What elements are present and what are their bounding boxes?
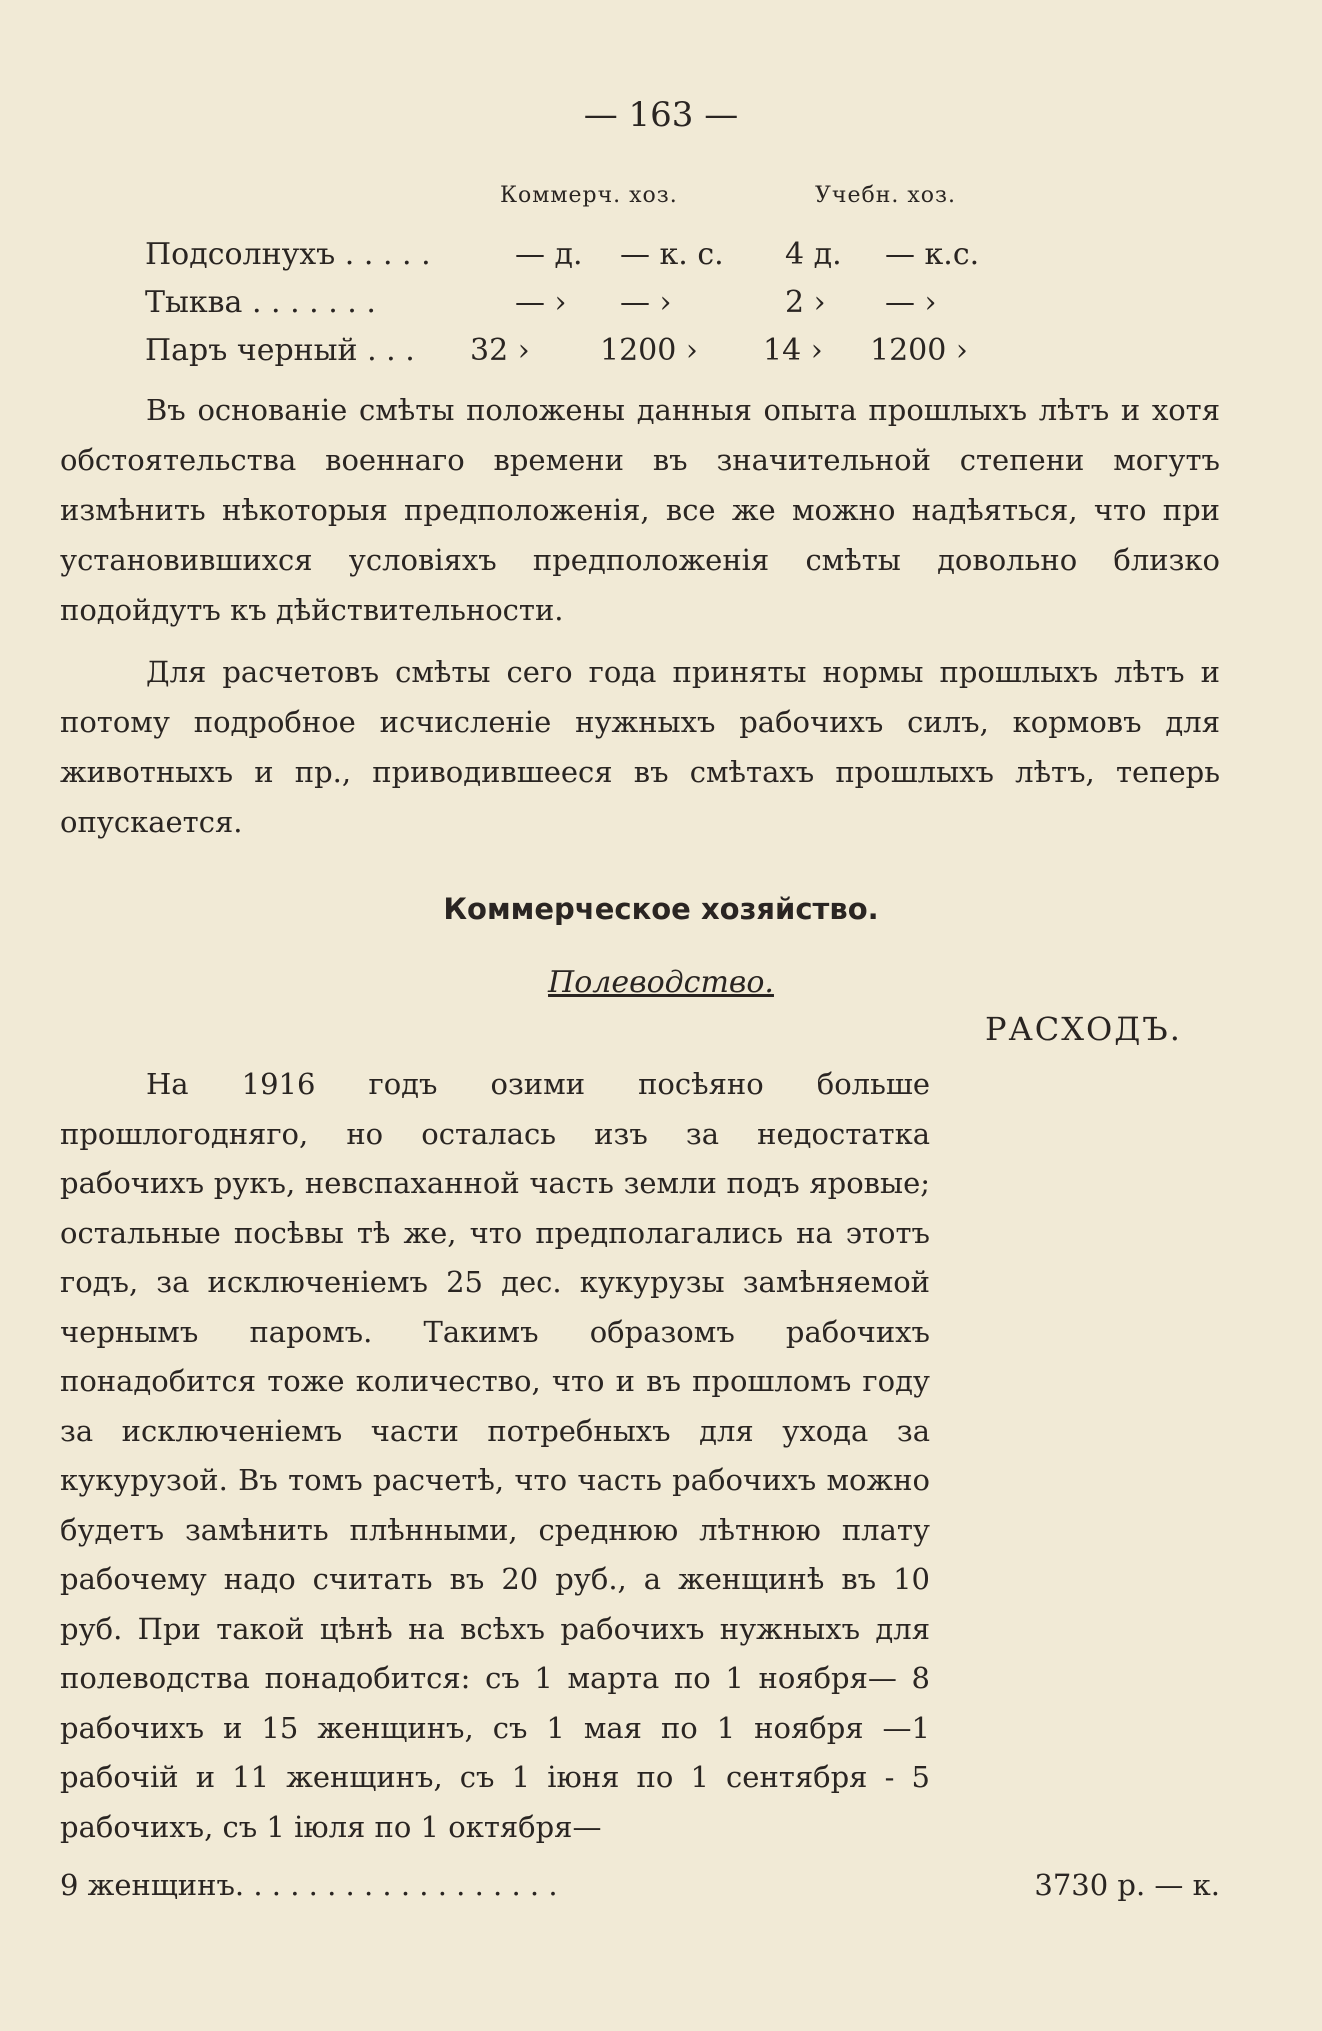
row-value: — к. с. [620, 237, 724, 272]
row-value: 1200 › [600, 333, 698, 368]
row-value: — › [515, 285, 567, 320]
row-value: 2 › [785, 285, 826, 320]
total-amount: 3730 р. — к. [1034, 1868, 1220, 1902]
row-value: 4 д. [785, 237, 842, 272]
row-value: 32 › [470, 333, 530, 368]
row-label: Тыква . . . . . . . [145, 285, 376, 320]
page-number: — 163 — [583, 95, 739, 135]
row-value: — д. [515, 237, 583, 272]
side-label-expense: РАСХОДЪ. [985, 1010, 1182, 1048]
row-value: — к.с. [885, 237, 980, 272]
paragraph-calculations: Для расчетовъ смѣты сего года приняты нормы прошлыхъ лѣтъ и потому подробное исчисленіе нужныхъ рабочихъ силъ, кормовъ для животныхъ и пр., приводившееся въ смѣтахъ прошлыхъ лѣтъ, теперь опускается. [60, 655, 1220, 839]
row-value: 1200 › [870, 333, 968, 368]
paragraph-fieldwork: На 1916 годъ озими посѣяно больше прошлогодняго, но осталась изъ за недостатка рабочихъ рукъ, невспаханной часть земли подъ яровые; остальные посѣвы тѣ же, что предполагались на этотъ годъ, за исключеніемъ 25 дес. кукурузы замѣняемой чернымъ паромъ. Такимъ образомъ рабочихъ понадобится тоже количество, что и въ прошломъ году за исключеніемъ части потребныхъ для ухода за кукурузой. Въ томъ расчетѣ, что часть рабочихъ можно будетъ замѣнить плѣнными, среднюю лѣтнюю плату рабочему надо считать въ 20 руб., а женщинѣ въ 10 руб. При такой цѣнѣ на всѣхъ рабочихъ нужныхъ для полеводства понадобится: съ 1 марта по 1 ноября— 8 рабочихъ и 15 женщинъ, съ 1 мая по 1 ноября —1 рабочій и 11 женщинъ, съ 1 іюня по 1 сентября - 5 рабочихъ, съ 1 іюля по 1 октября— [60, 1067, 930, 1844]
total-line-text: 9 женщинъ. . . . . . . . . . . . . . . . . . [60, 1868, 558, 1902]
row-value: — › [620, 285, 672, 320]
total-line [60, 1868, 1220, 1902]
table-header-educational: Учебн. хоз. [815, 183, 957, 208]
row-value: — › [885, 285, 937, 320]
section-title: Коммерческое хозяйство. [443, 892, 879, 926]
table-header-commercial: Коммерч. хоз. [500, 183, 678, 208]
row-label: Паръ черный . . . [145, 333, 415, 368]
paragraph-basis: Въ основаніе смѣты положены данныя опыта прошлыхъ лѣтъ и хотя обстоятельства военнаго времени въ значительной степени могутъ измѣнить нѣкоторыя предположенія, все же можно надѣяться, что при установившихся условіяхъ предположенія смѣты довольно близко подойдутъ къ дѣйствительности. [60, 393, 1220, 627]
row-value: 14 › [763, 333, 823, 368]
subsection-title: Полеводство. [548, 965, 774, 1000]
row-label: Подсолнухъ . . . . . [145, 237, 431, 272]
